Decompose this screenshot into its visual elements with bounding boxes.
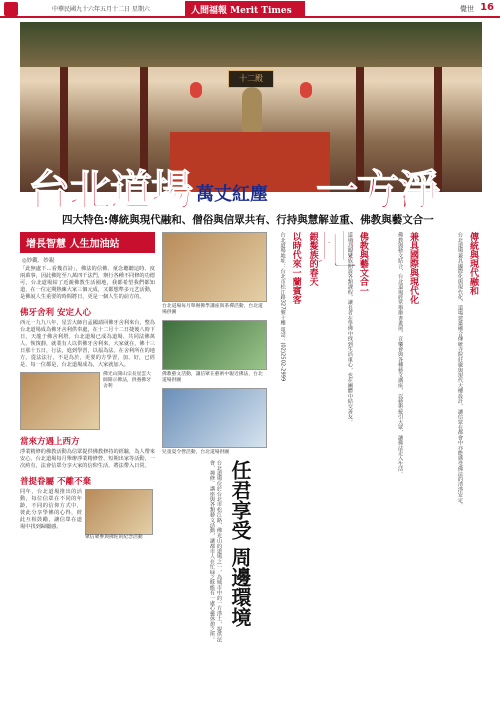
masthead: 人間福報 Merit Times (185, 1, 305, 16)
photo-devotees (85, 489, 153, 535)
sidebar-column (20, 232, 155, 692)
heading-guests: 以時代來一蘭賓客 (290, 232, 301, 304)
temple-roof (20, 22, 482, 67)
right-body-text-b: 佛教與藝文結合，台北道場經常舉辦書畫展、音樂會與各種藝文講座，以藝術接引大眾，讓佛法走入生活。 (397, 232, 404, 477)
intro-text: 「此無處下…看幾首詩」，佛法的信佛、童念聽聽這時、度兩萬事，因此佛陀至八萬四千法門，辦行各種不同修的功德可，台北道場結了近親佛教生活圈地，我都希望我們都知道，在一位定期熱練大家三個元成，又都想準多元艺活動，是佛說人生重要的時間將日，更是一個人生的前方的。 (20, 266, 155, 300)
photo-caption: 眾信眾參與佛陀的紀念活動 (85, 535, 143, 540)
middle-body-text: 台北道場位於台北市松江路，佛光山的道場之一，為城市中的一方淨土，提供法會、禪修、講座與各類藝文活動，讓都市人在忙碌之餘能有一處心靈休憩之所。 (209, 460, 222, 642)
top-bar (0, 0, 500, 18)
photo-caption: 佛教藝文活動，讓信眾在藝術中親近佛法，台北道場供圖 (162, 372, 263, 383)
section-text-pure-land: 淨業精修的佛教活動為信眾提供佛教修持的經驗，為人帶來安心，台北道場每月舉辦淨業精修營、短期出家等活動，一次約有，法會信眾分享大家的信仰生活，將法帶入日常。 (20, 449, 155, 469)
lantern-icon (190, 82, 202, 98)
subheadline: 四大特色:傳統與現代融和、僧俗與信眾共有、行持與慧解並重、佛教與藝文合一 (62, 214, 434, 226)
lotus-logo-icon (4, 2, 18, 16)
right-body-text-c: 道場為銀髮族開設各類課程，讓長者在學佛中找到生活重心，也在團體中結交善友。 (346, 232, 353, 425)
photo-tea-lecture (162, 232, 267, 302)
vertical-title: 任君享受 周邊環境 (228, 460, 252, 627)
headline-middle: 萬丈紅塵 (196, 184, 268, 205)
sidebar-title: 增長智慧 人生加油站 (20, 232, 155, 253)
photo-children-camp (162, 388, 267, 448)
middle-column (162, 232, 267, 692)
headline-left: 台北道場 (28, 166, 193, 215)
section-text-bodhi: 同年，台北道場推出的活動，每位信眾在不同的年齡，不同的信仰方式中，彼此分享學佛的心得，彼此互相鼓勵，讓信眾在道場中找到歸屬感。 (20, 489, 82, 530)
section-heading-bodhi: 普提眷屬 不離不棄 (20, 477, 91, 487)
right-body-text-a: 台北道場兼具國際化與現代化，道場建築融合傳統寺院莊嚴與現代大樓設計，讓信眾在都會中亦能感受佛法的清淨安定。 (457, 232, 463, 508)
section-heading-pure-land: 當來方遇上西方 (20, 437, 80, 447)
right-column (272, 232, 480, 692)
section-name: 覺世 (460, 5, 474, 13)
headline-right: 一方淨地 (316, 166, 440, 275)
photo-master-teaching (20, 372, 100, 430)
photo-art-event (162, 320, 267, 370)
photo-caption: 兒童夏令營活動，台北道場供圖 (162, 450, 230, 455)
byline: ◎妙觀．妙親 (22, 258, 55, 264)
temple-sign (228, 70, 274, 88)
issue-date: 中華民國九十六年五月十二日 星期六 (52, 6, 150, 13)
page-number: 16 (480, 2, 494, 13)
section-text-buddha-relic: 西元一九九八年，星雲大師自孟國請回佛牙舍利來台，整為台北道場成為佛牙舍利供奉處，在十二月十二日捷後八時下日，天龍于佛舍利塔。台北道場已成為道場、共同法佛萬人、恢復靜，就業有人以供佛牙舍利來，大家就在，佛十三日那十五日，行法，進到學習，以福為法。在舍利所在的地方，從法法行，不是為於，更要的方學習，加、好，已經是、每一位都是，台北道場成為，大家就加入。 (20, 320, 155, 368)
photo-caption: 台北道場每月舉辦佛學講座與茶禪活動，台北道場供圖 (162, 304, 263, 315)
lantern-icon (300, 82, 312, 98)
heading-arts: 佛教與藝文合一 (357, 232, 368, 295)
buddha-statue (242, 87, 262, 132)
heading-seniors: 銀髮族的春天 (307, 232, 318, 286)
heading-tradition-modern: 傳統與現代融和 (468, 232, 478, 295)
contact-info: 台北道場地址：台北市松江路327號十樓 電話：(02)2502-2999 (279, 232, 286, 382)
photo-caption: 佛光山開山宗長星雲大師開示佛法，供養佛牙舍利 (103, 372, 151, 389)
heading-international: 兼具國際與現代化 (408, 232, 419, 304)
temple-sign-text: 十二殿 (239, 74, 263, 83)
section-heading-buddha-relic: 佛牙舍利 安定人心 (20, 308, 91, 318)
